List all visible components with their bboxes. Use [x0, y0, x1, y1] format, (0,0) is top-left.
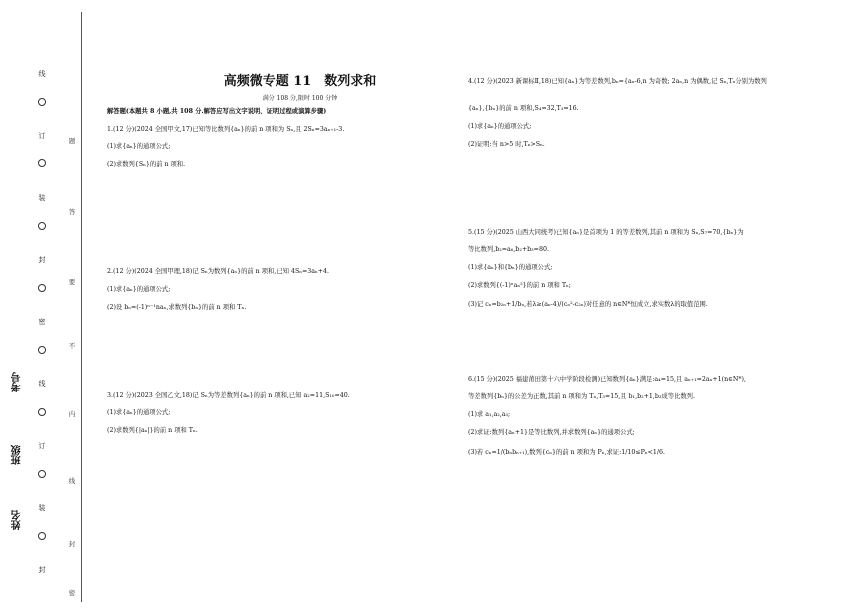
- question-6: 6.(15 分)(2025 福建莆田第十六中学阶段检测)已知数列{aₙ}满足:a₄=15,且 aₙ₊₁=2aₙ+1(n∈N*),: [468, 376, 746, 383]
- question-6-part-1: (1)求 a₁,a₂,a₃;: [468, 411, 511, 418]
- page-title: 高频微专题 11 数列求和: [223, 74, 377, 89]
- binding-note: 封: [68, 540, 76, 548]
- question-2-part-1: (1)求{aₙ}的通项公式;: [107, 286, 171, 293]
- binding-char: 封: [38, 256, 46, 264]
- binding-note: 内: [68, 410, 76, 418]
- binding-note: 线: [68, 477, 76, 485]
- question-4-cont: {aₙ},{bₙ}的前 n 项和,S₄=32,T₃=16.: [468, 105, 579, 112]
- binding-char: 订: [38, 442, 46, 450]
- question-5-cont: 等比数列,b₂=a₆,b₂+b₃=80.: [468, 246, 549, 253]
- name-label: 姓名: [12, 510, 23, 530]
- question-3-part-2: (2)求数列{|aₙ|}的前 n 项和 Tₙ.: [107, 427, 198, 434]
- question-1-part-2: (2)求数列{Sₙ}的前 n 项和.: [107, 161, 186, 168]
- question-3-part-1: (1)求{aₙ}的通项公式;: [107, 409, 171, 416]
- binding-char: 线: [38, 70, 46, 78]
- binding-char: 线: [38, 380, 46, 388]
- question-4: 4.(12 分)(2023 新课标Ⅱ,18)已知{aₙ}为等差数列,bₙ={aₙ-6,n 为奇数; 2aₙ,n 为偶数,记 Sₙ,Tₙ分别为数列: [468, 78, 767, 85]
- question-2: 2.(12 分)(2024 全国甲理,18)记 Sₙ为数列{aₙ}的前 n 项和,已知 4Sₙ=3aₙ+4.: [107, 268, 330, 275]
- page-subtitle: 满分 108 分,限时 100 分钟: [262, 95, 338, 102]
- section-heading: 解答题(本题共 8 小题,共 108 分.解答应写出文字说明、证明过程或演算步骤): [107, 108, 327, 115]
- binding-char: 密: [38, 318, 46, 326]
- question-4-part-2: (2)证明:当 n>5 时,Tₙ>Sₙ.: [468, 141, 545, 148]
- question-2-part-2: (2)设 bₙ=(-1)ⁿ⁻¹naₙ,求数列{bₙ}的前 n 项和 Tₙ.: [107, 304, 247, 311]
- binding-note: 题: [68, 137, 76, 145]
- binding-note: 要: [68, 278, 76, 286]
- binding-char: 订: [38, 132, 46, 140]
- question-6-part-3: (3)若 cₙ=1/(bₙbₙ₊₁),数列{cₙ}的前 n 项和为 Pₙ,求证:1/10≤Pₙ<1/6.: [468, 449, 666, 456]
- exam-number-label: 考号: [12, 372, 23, 392]
- question-3: 3.(12 分)(2023 全国乙文,18)记 Sₙ为等差数列{aₙ}的前 n 项和,已知 a₂=11,S₁₀=40.: [107, 392, 350, 399]
- class-label: 班级: [12, 445, 23, 465]
- question-5-part-3: (3)记 cₙ=b₂ₙ+1/bₙ,若λ≥(aₙ-4)/(cₙ²-c₂ₙ)对任意的 n∈N*恒成立,求实数λ的取值范围.: [468, 301, 708, 308]
- binding-note: 不: [68, 342, 76, 350]
- binding-note: 答: [68, 208, 76, 216]
- binding-char: 装: [38, 504, 46, 512]
- question-5-part-2: (2)求数列{(-1)ⁿaₙ²}的前 n 项和 Tₙ;: [468, 282, 571, 289]
- question-6-part-2: (2)求证:数列{aₙ+1}是等比数列,并求数列{aₙ}的通项公式;: [468, 429, 635, 436]
- question-1: 1.(12 分)(2024 全国甲文,17)已知等比数列{aₙ}的前 n 项和为 Sₙ,且 2Sₙ=3aₙ₊₁-3.: [107, 126, 345, 133]
- binding-char: 封: [38, 566, 46, 574]
- question-5: 5.(15 分)(2025 山西大同统考)已知{aₙ}是首项为 1 的等差数列,其前 n 项和为 Sₙ,S₇=70,{bₙ}为: [468, 229, 744, 236]
- question-5-part-1: (1)求{aₙ}和{bₙ}的通项公式;: [468, 264, 553, 271]
- question-6-cont: 等差数列{bₙ}的公差为正数,其前 n 项和为 Tₙ,T₃=15,且 b₁,b₂+1,b₃成等比数列.: [468, 393, 695, 400]
- question-4-part-1: (1)求{aₙ}的通项公式;: [468, 123, 532, 130]
- binding-char: 装: [38, 194, 46, 202]
- question-1-part-1: (1)求{aₙ}的通项公式;: [107, 143, 171, 150]
- binding-note: 密: [68, 589, 76, 597]
